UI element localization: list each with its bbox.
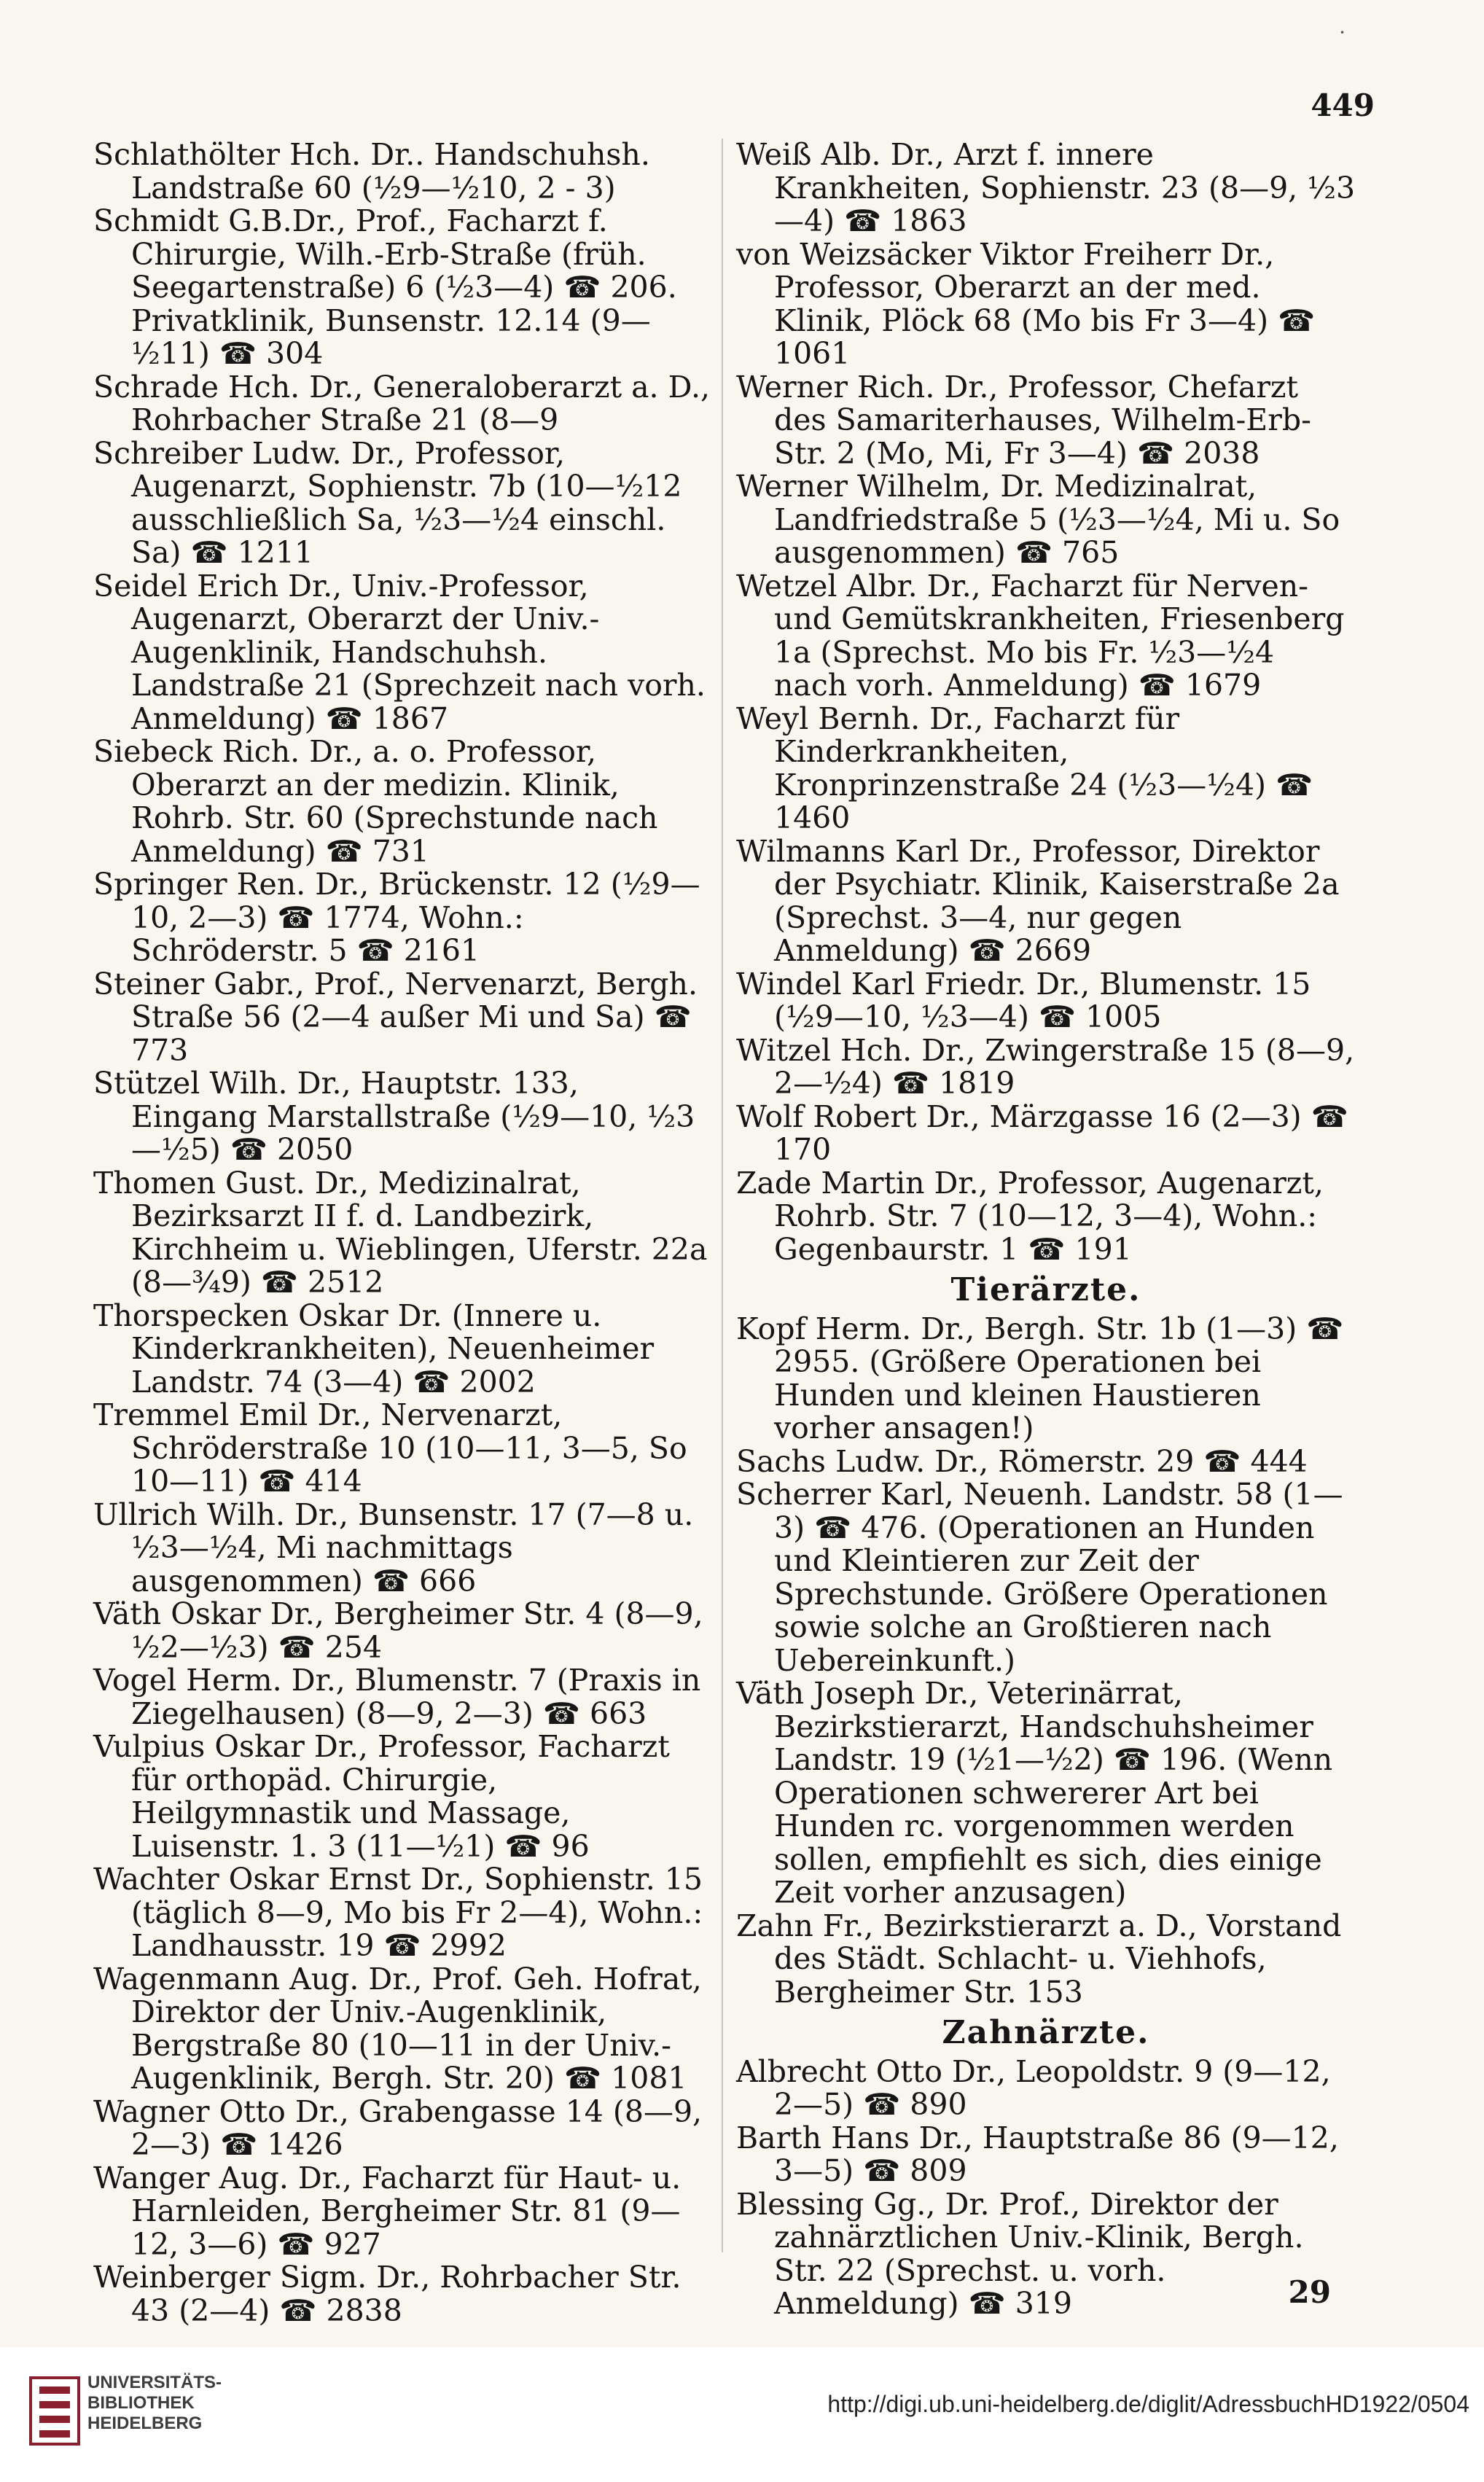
directory-entry: Kopf Herm. Dr., Bergh. Str. 1b (1—3) ☎ 2955. (Größere Operationen bei Hunden und kleinen Haustieren vorher ansagen!) <box>736 1311 1344 1445</box>
directory-entry: Scherrer Karl, Neuenh. Landstr. 58 (1—3) ☎ 476. (Operationen an Hunden und Kleintieren zur Zeit der Sprechstunde. Größere Operationen sowie solche an Großtieren nach Uebereinkunft.) <box>736 1477 1343 1678</box>
page-number: 449 <box>1311 87 1375 123</box>
directory-entry: Sachs Ludw. Dr., Römerstr. 29 ☎ 444 <box>736 1443 1308 1479</box>
directory-entry: Wanger Aug. Dr., Facharzt für Haut- u. Harnleiden, Bergheimer Str. 81 (9—12, 3—6) ☎ 927 <box>93 2160 682 2262</box>
directory-entry: Blessing Gg., Dr. Prof., Direktor der zahnärztlichen Univ.-Klinik, Bergh. Str. 22 (Sprechst. u. vorh. Anmeldung) ☎ 319 <box>736 2186 1304 2321</box>
directory-entry: Väth Joseph Dr., Veterinärrat, Bezirkstierarzt, Handschuhsheimer Landstr. 19 (½1—½2) ☎ 196. (Wenn Operationen schwererer Art bei Hunden rc. vorgenommen werden sollen, empfiehlt es sich, dies einige Zeit vorher anzusagen) <box>736 1676 1333 1910</box>
directory-entry: Weiß Alb. Dr., Arzt f. innere Krankheiten, Sophienstr. 23 (8—9, ½3—4) ☎ 1863 <box>736 137 1356 238</box>
dentists-list <box>736 2053 1356 2321</box>
directory-entry: Wilmanns Karl Dr., Professor, Direktor der Psychiatr. Klinik, Kaiserstraße 2a (Sprechst. 3—4, nur gegen Anmeldung) ☎ 2669 <box>736 833 1340 968</box>
library-line-1: UNIVERSITÄTS- <box>87 2373 222 2392</box>
directory-entry: Zahn Fr., Bezirkstierarzt a. D., Vorstand des Städt. Schlacht- u. Viehhofs, Bergheimer Str. 153 <box>736 1908 1342 2010</box>
heading-vets: Tierärzte. <box>950 1271 1141 1308</box>
directory-entry: Wagenmann Aug. Dr., Prof. Geh. Hofrat, Direktor der Univ.-Augenklinik, Bergstraße 80 (10—11 in der Univ.-Augenklinik, Bergh. Str. 20) ☎ 1081 <box>93 1961 702 2096</box>
directory-entry: Weyl Bernh. Dr., Facharzt für Kinderkrankheiten, Kronprinzenstraße 24 (½3—½4) ☎ 1460 <box>736 700 1313 835</box>
library-line-3: HEIDELBERG <box>87 2413 203 2433</box>
directory-entry: Wetzel Albr. Dr., Facharzt für Nerven- und Gemütskrankheiten, Friesenberg 1a (Sprechst. Mo bis Fr. ½3—½4 nach vorh. Anmeldung) ☎ 1679 <box>736 568 1345 703</box>
directory-entry: Stützel Wilh. Dr., Hauptstr. 133, Eingang Marstallstraße (½9—10, ½3—½5) ☎ 2050 <box>93 1066 695 1167</box>
physicians-continued <box>736 138 1356 1266</box>
directory-entry: Wagner Otto Dr., Grabengasse 14 (8—9, 2—3) ☎ 1426 <box>93 2093 703 2162</box>
directory-entry: Thomen Gust. Dr., Medizinalrat, Bezirksarzt II f. d. Landbezirk, Kirchheim u. Wieblingen, Uferstr. 22a (8—¾9) ☎ 2512 <box>93 1165 708 1300</box>
directory-entry: Werner Wilhelm, Dr. Medizinalrat, Landfriedstraße 5 (½3—½4, Mi u. So ausgenommen) ☎ 765 <box>736 469 1340 570</box>
library-name <box>87 2373 222 2434</box>
directory-entry: Werner Rich. Dr., Professor, Chefarzt des Samariterhauses, Wilhelm-Erb-Str. 2 (Mo, Mi, Fr 3—4) ☎ 2038 <box>736 369 1311 471</box>
directory-entry: Springer Ren. Dr., Brückenstr. 12 (½9—10, 2—3) ☎ 1774, Wohn.: Schröderstr. 5 ☎ 2161 <box>93 867 700 968</box>
left-column <box>93 138 713 2327</box>
directory-entry: Vulpius Oskar Dr., Professor, Facharzt für orthopäd. Chirurgie, Heilgymnastik und Massage, Luisenstr. 1. 3 (11—½1) ☎ 96 <box>93 1729 670 1864</box>
directory-entry: Thorspecken Oskar Dr. (Innere u. Kinderkrankheiten), Neuenheimer Landstr. 74 (3—4) ☎ 2002 <box>93 1297 655 1400</box>
directory-entry: Weinberger Sigm. Dr., Rohrbacher Str. 43 (2—4) ☎ 2838 <box>93 2260 682 2328</box>
source-url-link[interactable]: http://digi.ub.uni-heidelberg.de/diglit/AdressbuchHD1922/0504 <box>827 2391 1469 2417</box>
right-column <box>736 138 1356 2321</box>
library-line-2: BIBLIOTHEK <box>87 2393 195 2413</box>
directory-entry: Schlathölter Hch. Dr.. Handschuhsh. Landstraße 60 (½9—½10, 2 - 3) <box>93 137 650 206</box>
directory-entry: Siebeck Rich. Dr., a. o. Professor, Oberarzt an der medizin. Klinik, Rohrb. Str. 60 (Sprechstunde nach Anmeldung) ☎ 731 <box>93 734 658 869</box>
directory-entry: Albrecht Otto Dr., Leopoldstr. 9 (9—12, 2—5) ☎ 890 <box>736 2053 1331 2122</box>
directory-entry: Ullrich Wilh. Dr., Bunsenstr. 17 (7—8 u. ½3—½4, Mi nachmittags ausgenommen) ☎ 666 <box>93 1496 694 1599</box>
directory-entry: Vogel Herm. Dr., Blumenstr. 7 (Praxis in Ziegelhausen) (8—9, 2—3) ☎ 663 <box>93 1663 701 1731</box>
vets-list <box>736 1313 1356 2010</box>
corner-mark: · <box>1339 20 1346 44</box>
directory-entry: Väth Oskar Dr., Bergheimer Str. 4 (8—9, ½2—½3) ☎ 254 <box>93 1596 703 1665</box>
page-footer-number: 29 <box>1288 2274 1331 2310</box>
directory-entry: Schreiber Ludw. Dr., Professor, Augenarzt, Sophienstr. 7b (10—½12 ausschließlich Sa, ½3—½4 einschl. Sa) ☎ 1211 <box>93 435 682 570</box>
column-divider <box>722 138 723 2252</box>
directory-entry: Witzel Hch. Dr., Zwingerstraße 15 (8—9, 2—½4) ☎ 1819 <box>736 1032 1355 1101</box>
directory-entry: Tremmel Emil Dr., Nervenarzt, Schröderstraße 10 (10—11, 3—5, So 10—11) ☎ 414 <box>93 1397 687 1499</box>
heading-dentists: Zahnärzte. <box>942 2014 1150 2051</box>
directory-entry: Wachter Oskar Ernst Dr., Sophienstr. 15 (täglich 8—9, Mo bis Fr 2—4), Wohn.: Landhausstr. 19 ☎ 2992 <box>93 1862 703 1963</box>
directory-entry: Seidel Erich Dr., Univ.-Professor, Augenarzt, Oberarzt der Univ.-Augenklinik, Handschuhsh. Landstraße 21 (Sprechzeit nach vorh. Anmeldung) ☎ 1867 <box>93 568 706 736</box>
directory-entry: Steiner Gabr., Prof., Nervenarzt, Bergh. Straße 56 (2—4 außer Mi und Sa) ☎ 773 <box>93 966 698 1068</box>
directory-entry: Windel Karl Friedr. Dr., Blumenstr. 15 (½9—10, ½3—4) ☎ 1005 <box>736 966 1311 1034</box>
university-logo-icon <box>29 2376 80 2446</box>
directory-entry: Wolf Robert Dr., Märzgasse 16 (2—3) ☎ 170 <box>736 1098 1348 1167</box>
directory-entry: Zade Martin Dr., Professor, Augenarzt, Rohrb. Str. 7 (10—12, 3—4), Wohn.: Gegenbaurstr. 1 ☎ 191 <box>736 1165 1324 1267</box>
directory-entry: Barth Hans Dr., Hauptstraße 86 (9—12, 3—5) ☎ 809 <box>736 2120 1339 2188</box>
directory-entry: Schmidt G.B.Dr., Prof., Facharzt f. Chirurgie, Wilh.-Erb-Straße (früh. Seegartenstraße) 6 (½3—4) ☎ 206. Privatklinik, Bunsenstr. 12.14 (9—½11) ☎ 304 <box>93 203 677 371</box>
directory-entry: Schrade Hch. Dr., Generaloberarzt a. D., Rohrbacher Straße 21 (8—9 <box>93 369 711 437</box>
directory-entry: von Weizsäcker Viktor Freiherr Dr., Professor, Oberarzt an der med. Klinik, Plöck 68 (Mo bis Fr 3—4) ☎ 1061 <box>736 236 1316 371</box>
